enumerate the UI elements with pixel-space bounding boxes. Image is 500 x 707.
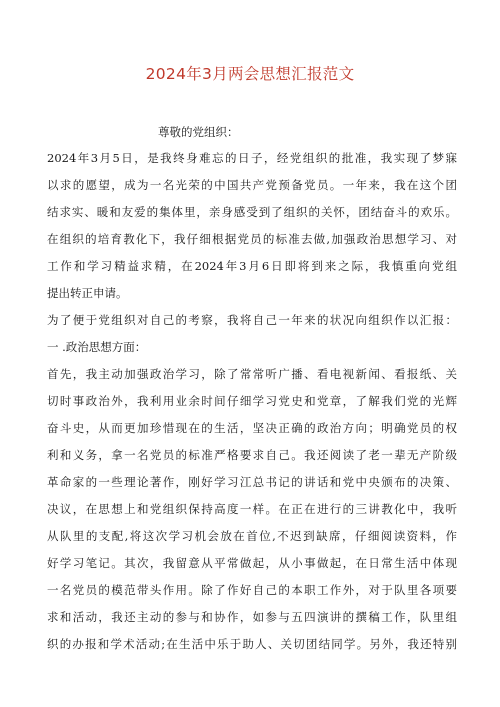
body-line: 从队里的支配,将这次学习机会放在首位,不迟到缺席，仔细阅读资料，作 [47, 529, 457, 543]
salutation: 尊敬的党组织： [158, 125, 239, 139]
body-line: 革命家的一些理论著作，刚好学习江总书记的讲话和党中央颁布的决策、 [47, 475, 457, 489]
body-line: 工作和学习精益求精，在2024年3月6日即将到来之际，我慎重向党组 [47, 259, 457, 273]
body-line: 2024年3月5日，是我终身难忘的日子，经党组织的批准，我实现了梦寐 [47, 151, 457, 165]
body-line: 一名党员的模范带头作用。除了作好自己的本职工作外，对于队里各项要 [47, 583, 457, 597]
body-line: 求和活动，我还主动的参与和协作，如参与五四演讲的撰稿工作，队里组 [47, 610, 457, 624]
document-title: 2024年3月两会思想汇报范文 [145, 65, 355, 83]
section-heading: 一 .政治思想方面： [47, 340, 147, 354]
body-line: 提出转正申请。 [47, 286, 128, 300]
body-line: 结求实、暖和友爱的集体里，亲身感受到了组织的关怀，团结奋斗的欢乐。 [47, 205, 457, 219]
body-line: 首先，我主动加强政治学习，除了常常听广播、看电视新闻、看报纸、关 [47, 367, 457, 381]
body-line: 奋斗史，从而更加珍惜现在的生活，坚决正确的政治方向；明确党员的权 [47, 421, 457, 435]
body-line: 切时事政治外，我利用业余时间仔细学习党史和党章，了解我们党的光辉 [47, 394, 457, 408]
body-line: 好学习笔记。其次，我留意从平常做起，从小事做起，在日常生活中体现 [47, 556, 457, 570]
body-line: 在组织的培育教化下，我仔细根据党员的标准去做,加强政治思想学习、对 [47, 232, 457, 246]
body-line: 以求的愿望，成为一名光荣的中国共产党预备党员。一年来，我在这个团 [47, 178, 457, 192]
body-line: 利和义务，拿一名党员的标准严格要求自己。我还阅读了老一辈无产阶级 [47, 448, 457, 462]
body-line: 决议，在思想上和党组织保持高度一样。在正在进行的三讲教化中，我听 [47, 502, 457, 516]
body-line: 为了便于党组织对自己的考察，我将自己一年来的状况向组织作以汇报： [47, 313, 457, 327]
body-line: 织的办报和学术活动;在生活中乐于助人、关切团结同学。另外，我还特别 [47, 637, 457, 651]
